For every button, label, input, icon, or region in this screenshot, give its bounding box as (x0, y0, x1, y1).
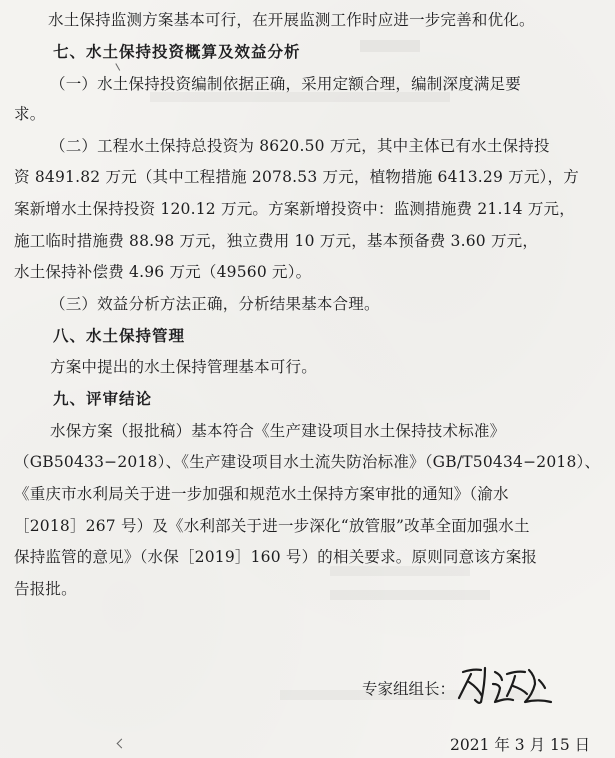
body-line: 施工临时措施费 88.98 万元，独立费用 10 万元，基本预备费 3.60 万元， (14, 232, 539, 250)
body-line: 保持监管的意见》（水保［2019］160 号）的相关要求。原则同意该方案报 (14, 548, 538, 566)
body-line: 水保方案（报批稿）基本符合《生产建设项目水土保持技术标准》 (50, 422, 506, 440)
body-line: （二）工程水土保持总投资为 8620.50 万元，其中主体已有水土保持投 (50, 137, 550, 155)
section-heading-9: 九、评审结论 (53, 389, 153, 408)
bleed-through-mark (330, 590, 490, 600)
bleed-through-mark (360, 40, 420, 52)
body-line: （GB50433−2018）、《生产建设项目水土流失防治标准》（GB/T50434−2018）、 (14, 453, 601, 471)
handwritten-signature (455, 660, 555, 710)
body-line: 资 8491.82 万元（其中工程措施 2078.53 万元，植物措施 6413.29 万元），方 (14, 168, 579, 186)
body-line: 告报批。 (14, 580, 77, 598)
body-line: 《重庆市水利局关于进一步加强和规范水土保持方案审批的通知》（渝水 (14, 485, 509, 503)
body-line: 方案中提出的水土保持管理基本可行。 (50, 358, 317, 376)
section-heading-8: 八、水土保持管理 (53, 326, 186, 345)
scan-artifact-mark (115, 61, 123, 70)
body-line: 求。 (14, 105, 46, 123)
body-line: ［2018］267 号）及《水利部关于进一步深化“放管服”改革全面加强水土 (14, 517, 530, 535)
signature-label: 专家组组长： (362, 680, 456, 698)
body-line: 案新增水土保持投资 120.12 万元。方案新增投资中：监测措施费 21.14 万元， (14, 200, 575, 218)
bleed-through-mark (330, 566, 470, 576)
body-line: 水土保持监测方案基本可行，在开展监测工作时应进一步完善和优化。 (48, 11, 535, 29)
document-date: 2021 年 3 月 15 日 (450, 736, 591, 754)
section-heading-7: 七、水土保持投资概算及效益分析 (53, 42, 301, 61)
body-line: （三）效益分析方法正确，分析结果基本合理。 (50, 295, 380, 313)
body-line: （一）水土保持投资编制依据正确，采用定额合理，编制深度满足要 (50, 75, 522, 93)
body-line: 水土保持补偿费 4.96 万元（49560 元）。 (14, 263, 312, 281)
scan-artifact-mark (117, 739, 127, 749)
